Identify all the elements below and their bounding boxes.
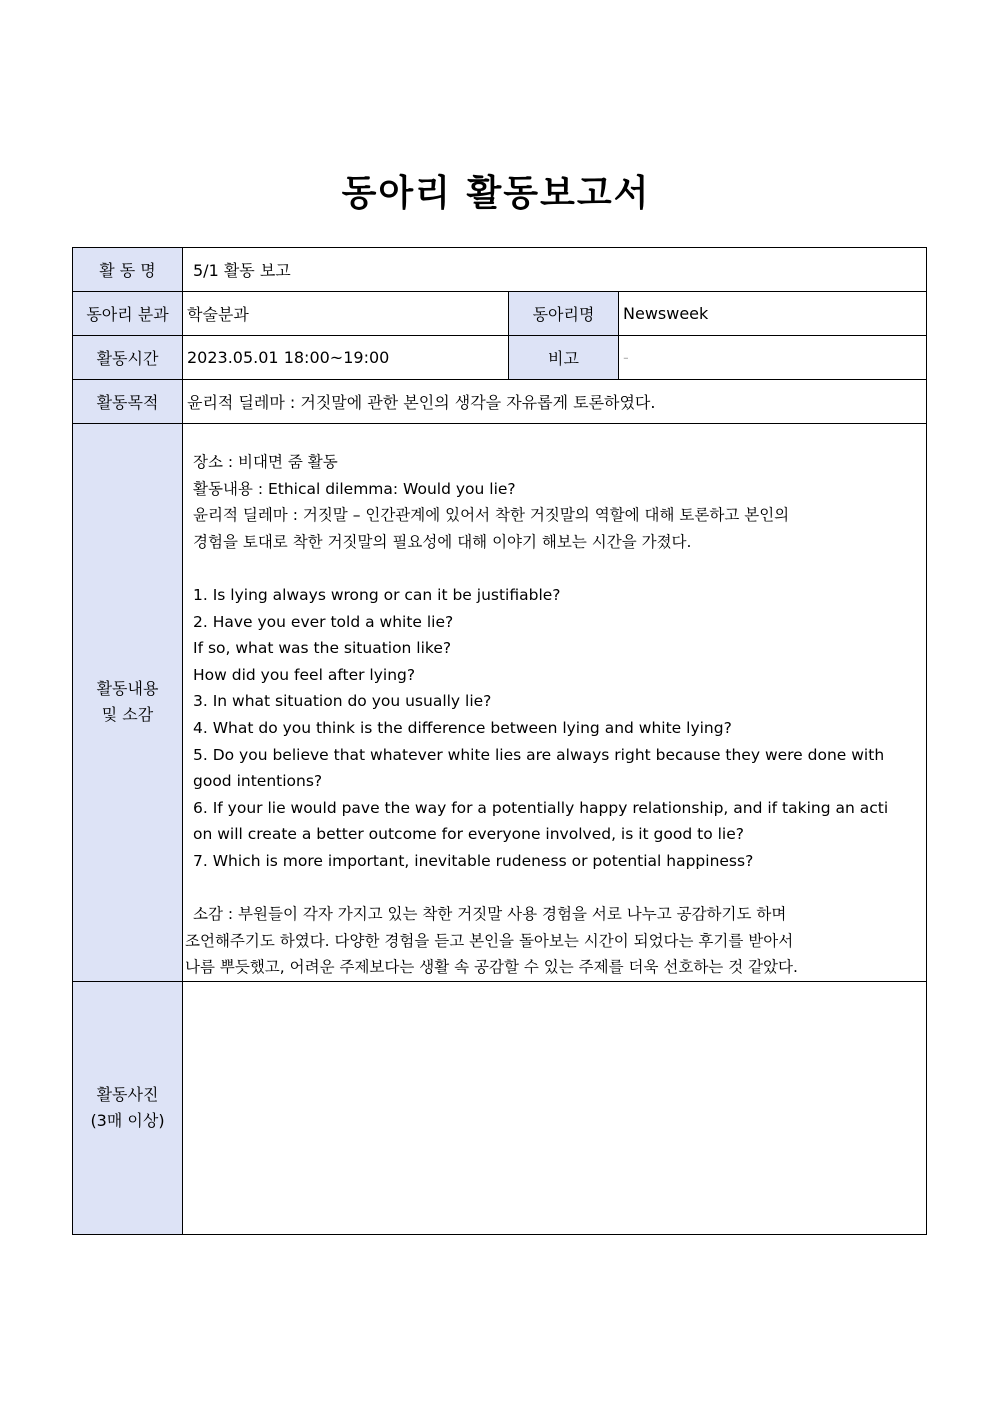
question-line: on will create a better outcome for everyone involved, is it good to lie? bbox=[193, 825, 744, 844]
impression-line-2: 조언해주기도 하였다. 다양한 경험을 듣고 본인을 돌아보는 시간이 되었다는 후기를 받아서 bbox=[185, 931, 794, 950]
activity-time-value: 2023.05.01 18:00~19:00 bbox=[183, 336, 509, 380]
content-description-2: 경험을 토대로 착한 거짓말의 필요성에 대해 이야기 해보는 시간을 가졌다. bbox=[193, 532, 692, 551]
content-label-line1: 활동내용 bbox=[96, 679, 159, 699]
content-label bbox=[73, 424, 183, 982]
impression-line-3: 나름 뿌듯했고, 어려운 주제보다는 생활 속 공감할 수 있는 주제를 더욱 선호하는 것 같았다. bbox=[185, 958, 798, 977]
activity-report-table bbox=[72, 247, 927, 1235]
question-line: 4. What do you think is the difference between lying and white lying? bbox=[193, 718, 732, 737]
question-line: How did you feel after lying? bbox=[193, 665, 416, 684]
activity-name-label: 활 동 명 bbox=[73, 248, 183, 292]
document-title: 동아리 활동보고서 bbox=[341, 173, 651, 214]
photo-area bbox=[183, 981, 927, 1234]
purpose-value: 윤리적 딜레마 : 거짓말에 관한 본인의 생각을 자유롭게 토론하였다. bbox=[183, 380, 927, 424]
question-line: good intentions? bbox=[193, 772, 323, 791]
content-label-line2: 및 소감 bbox=[101, 705, 154, 725]
question-line: If so, what was the situation like? bbox=[193, 639, 452, 658]
club-division-label: 동아리 분과 bbox=[73, 292, 183, 336]
question-line: 2. Have you ever told a white lie? bbox=[193, 612, 454, 631]
remarks-value: - bbox=[619, 336, 927, 380]
question-line: 5. Do you believe that whatever white lies are always right because they were done with bbox=[193, 745, 885, 764]
photo-label-line1: 활동사진 bbox=[96, 1084, 159, 1104]
question-line: 6. If your lie would pave the way for a potentially happy relationship, and if taking an acti bbox=[193, 798, 889, 817]
activity-name-value: 5/1 활동 보고 bbox=[183, 248, 927, 292]
purpose-label: 활동목적 bbox=[73, 380, 183, 424]
club-name-label: 동아리명 bbox=[509, 292, 619, 336]
content-topic: 활동내용 : Ethical dilemma: Would you lie? bbox=[193, 479, 516, 498]
club-division-value: 학술분과 bbox=[183, 292, 509, 336]
photo-label-line2: (3매 이상) bbox=[90, 1110, 165, 1130]
question-line: 7. Which is more important, inevitable rudeness or potential happiness? bbox=[193, 851, 754, 870]
question-line: 1. Is lying always wrong or can it be justifiable? bbox=[193, 585, 561, 604]
club-name-value: Newsweek bbox=[619, 292, 927, 336]
content-cell bbox=[183, 424, 927, 982]
content-description-1: 윤리적 딜레마 : 거짓말 – 인간관계에 있어서 착한 거짓말의 역할에 대해 토론하고 본인의 bbox=[193, 506, 790, 525]
activity-time-label: 활동시간 bbox=[73, 336, 183, 380]
impression-line-1: 소감 : 부원들이 각자 가지고 있는 착한 거짓말 사용 경험을 서로 나누고 공감하기도 하며 bbox=[193, 905, 787, 924]
remarks-label: 비고 bbox=[509, 336, 619, 380]
question-line: 3. In what situation do you usually lie? bbox=[193, 692, 492, 711]
photo-label bbox=[73, 981, 183, 1234]
content-place: 장소 : 비대면 줌 활동 bbox=[193, 453, 338, 471]
